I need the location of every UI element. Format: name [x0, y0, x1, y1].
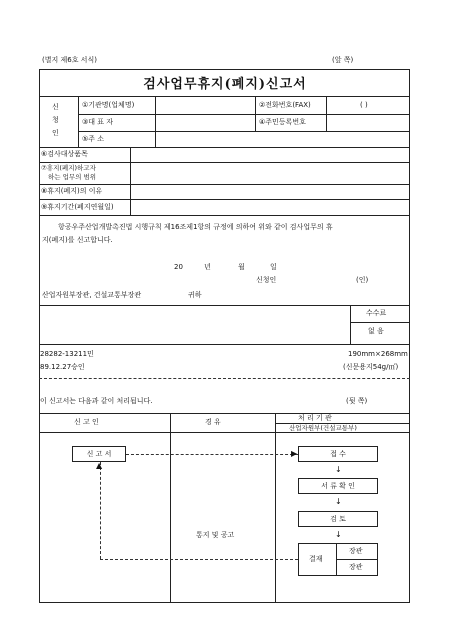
col-route: 경 유	[205, 418, 221, 426]
applicant-label-2: 청	[52, 116, 59, 124]
fee-label: 수수료	[366, 309, 387, 317]
fee-value: 없 음	[368, 327, 384, 335]
phone-paren: ( )	[360, 101, 368, 109]
reason-label: ⑧휴지(폐지)의 이유	[41, 187, 103, 195]
back-side: (뒷 쪽)	[346, 397, 368, 405]
col-handler-top: 처 리 기 관	[298, 414, 332, 422]
arrow-down-icon: ↓	[335, 530, 342, 539]
agency-name-label: ①기관명(업체명)	[82, 101, 135, 109]
form-number: (별지 제6호 서식)	[42, 56, 97, 64]
scope-label-2: 하는 업무의 범위	[48, 173, 97, 181]
process-note: 이 신고서는 다음과 같이 처리됩니다.	[40, 397, 153, 405]
step-review-label: 검 토	[330, 515, 346, 523]
paper-size: 190mm×268mm	[348, 350, 408, 358]
arrow-down-icon: ↓	[335, 465, 342, 474]
step-receipt	[298, 446, 378, 462]
notice-label: 통지 및 공고	[196, 531, 235, 539]
col-applicant: 신 고 인	[74, 418, 99, 426]
date-month-unit: 월	[238, 263, 245, 271]
step-document-check	[298, 478, 378, 494]
decision-label: 결재	[309, 555, 323, 563]
arrow-right-icon: ▶	[291, 449, 298, 458]
applicant-label-1: 신	[52, 103, 59, 111]
date-year-unit: 년	[204, 263, 211, 271]
applicant-label-3: 인	[52, 129, 59, 137]
recipient-names: 산업자원부장관, 건설교통부장관	[42, 291, 142, 299]
arrow-down-icon: ↓	[335, 497, 342, 506]
address-label: ⑤주 소	[82, 135, 105, 143]
reg-no-label: ④주민등록번호	[259, 118, 306, 126]
representative-label: ③대 표 자	[82, 118, 114, 126]
report-box-label: 신 고 서	[86, 450, 112, 458]
approved-date: 89.12.27승인	[40, 363, 85, 371]
form-title: 검사업무휴지(폐지)신고서	[143, 77, 307, 92]
statement-line-1: 항공우주산업개발촉진법 시행규칙 제16조제1항의 규정에 의하여 위와 같이 검사업무의 휴	[58, 223, 333, 231]
col-handler-bottom: 산업자원부(건설교통부)	[289, 424, 357, 432]
paper-type: (신문용지54g/㎡)	[343, 363, 399, 371]
minister-2: 장관	[349, 563, 363, 571]
phone-label: ②전화번호(FAX)	[259, 101, 311, 109]
arrow-up-icon: ▲	[96, 461, 103, 470]
step-receipt-label: 접 수	[330, 450, 346, 458]
statement-line-2: 지(폐지)를 신고합니다.	[42, 236, 113, 244]
scope-label-1: ⑦휴지(폐지)하고자	[41, 164, 96, 172]
recipient-suffix: 귀하	[188, 291, 202, 299]
signer-seal: (인)	[356, 276, 369, 284]
date-year: 20	[174, 263, 183, 271]
period-label: ⑨휴지기간(폐지연월일)	[41, 203, 114, 211]
target-items-label: ⑥검사대상품목	[41, 150, 88, 158]
step-document-check-label: 서 류 확 인	[321, 482, 355, 490]
form-code: 28282-13211민	[40, 350, 94, 358]
report-box	[72, 446, 126, 462]
step-review	[298, 511, 378, 527]
minister-1: 장관	[349, 547, 363, 555]
signer-label: 신청인	[256, 276, 277, 284]
date-day-unit: 일	[270, 263, 277, 271]
page-side: (앞 쪽)	[332, 56, 354, 64]
